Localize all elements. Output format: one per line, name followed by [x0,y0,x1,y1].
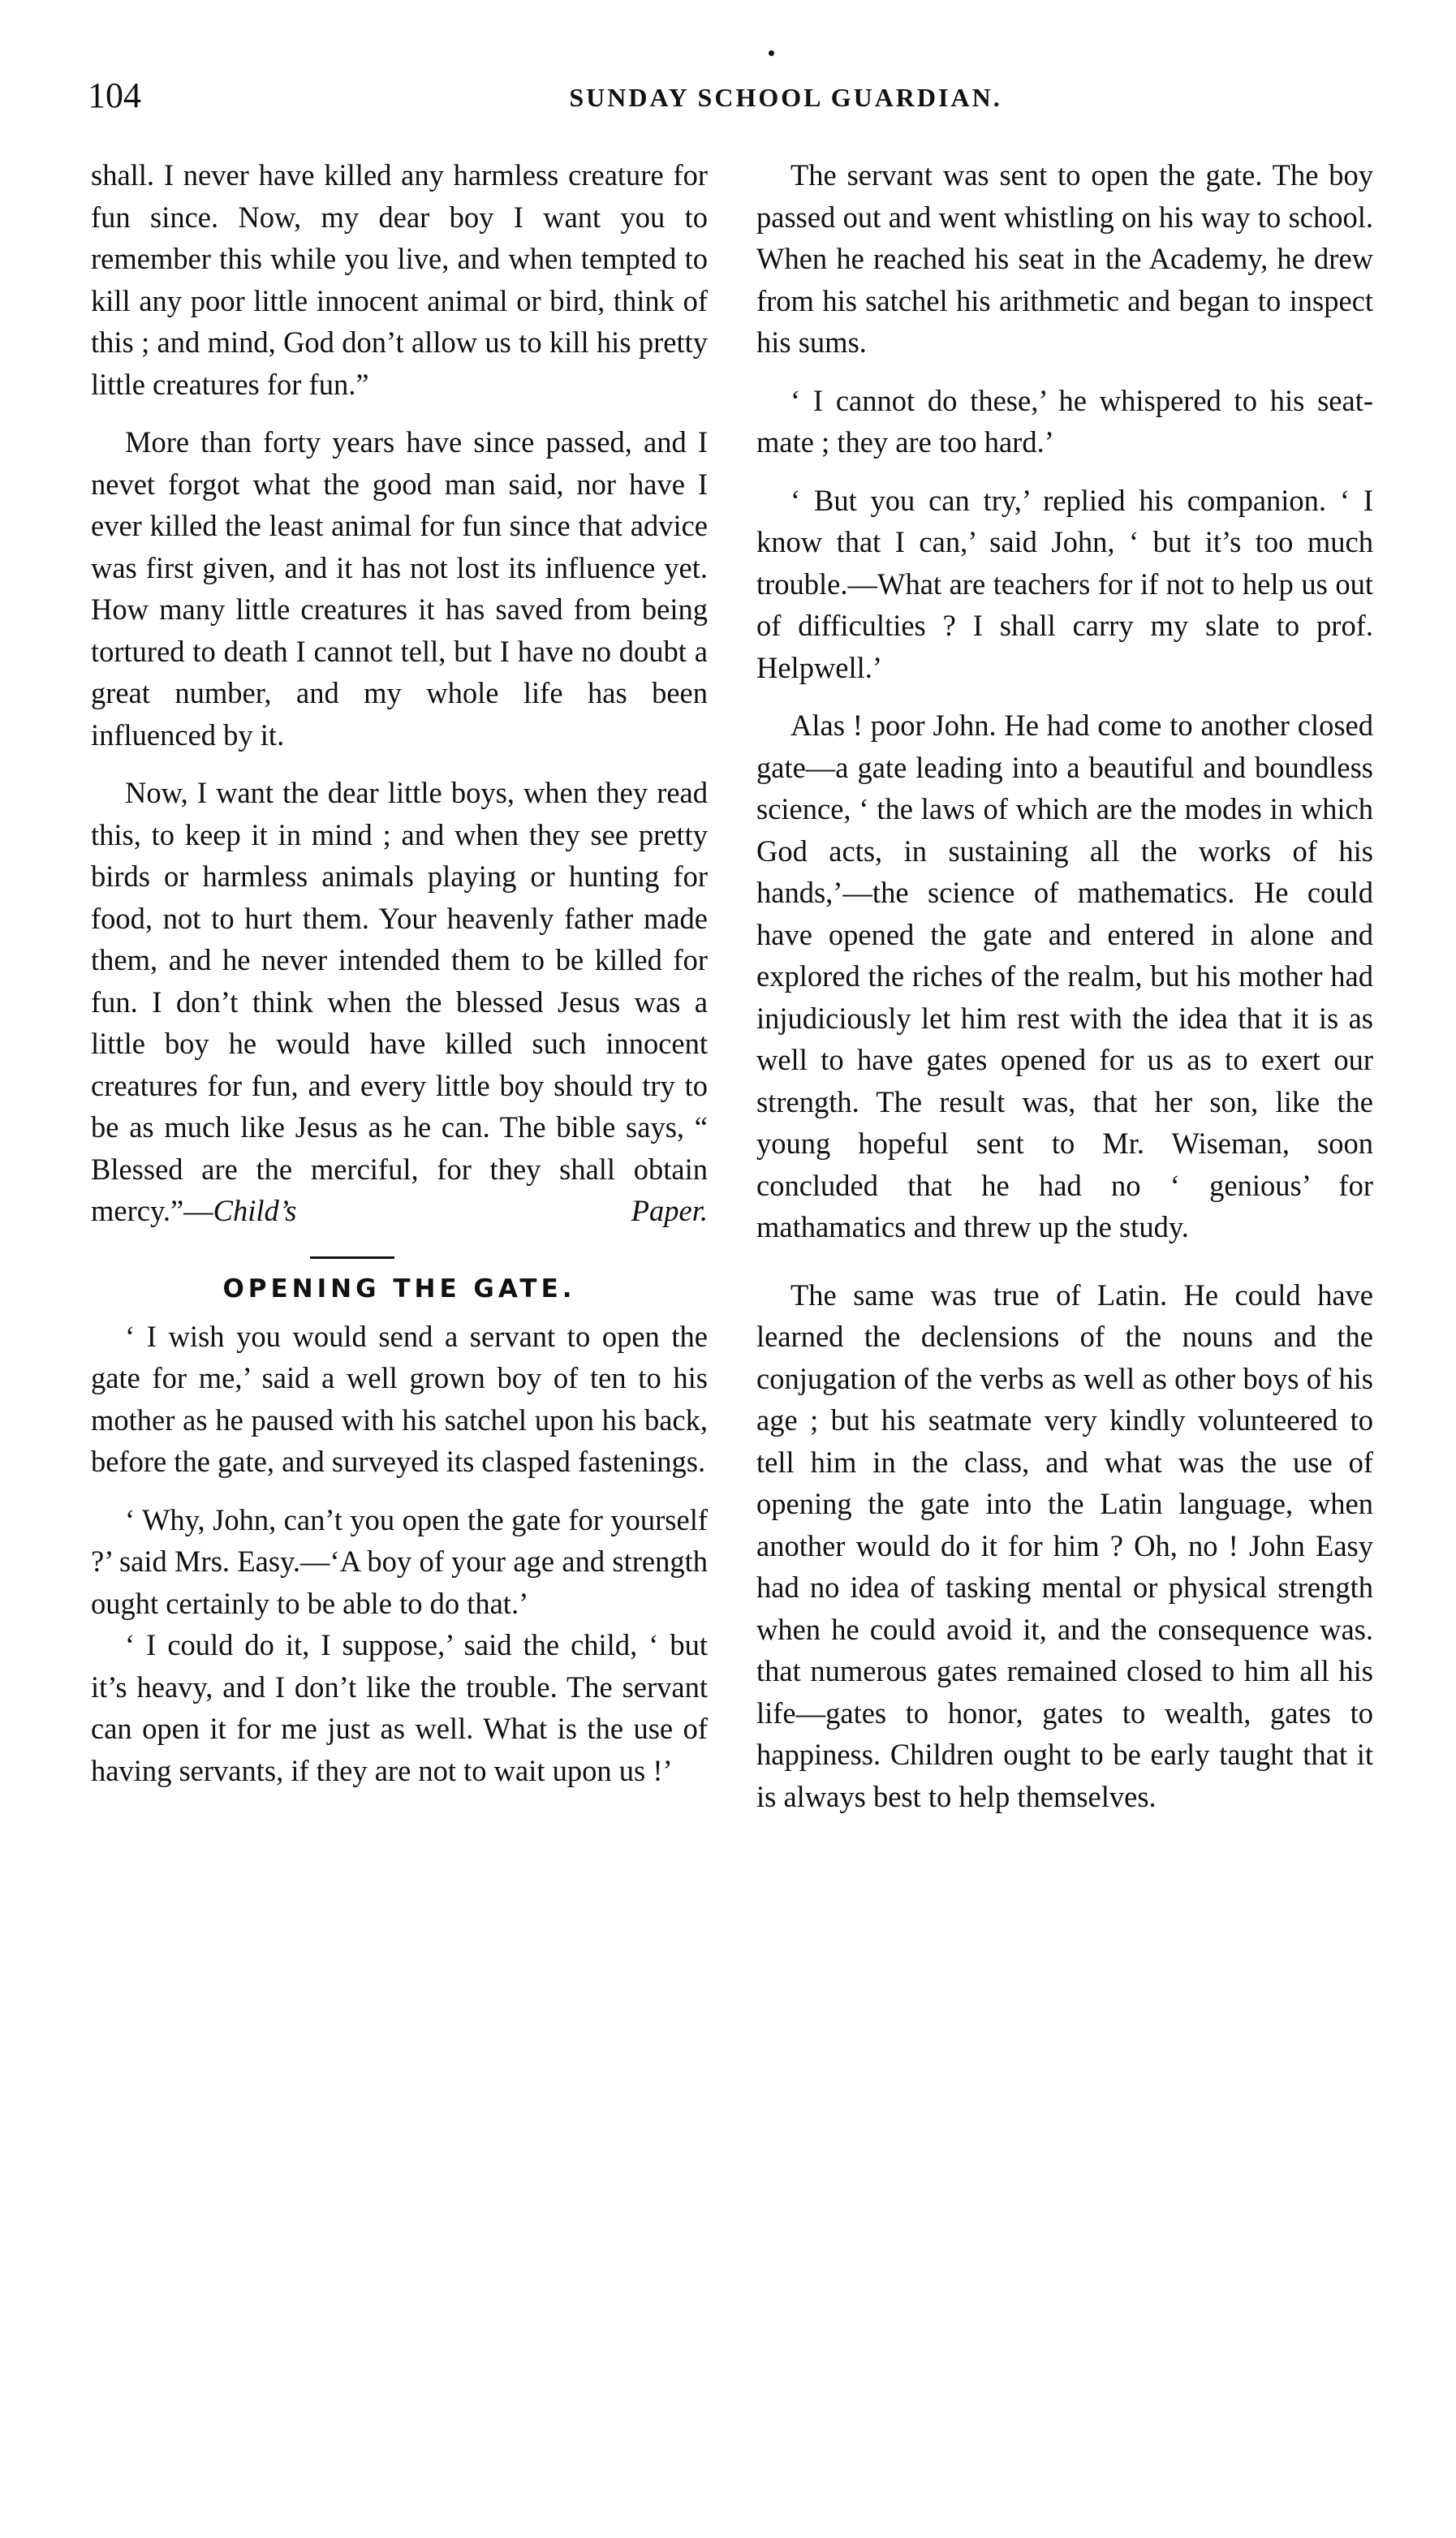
paragraph: shall. I never have killed any harmless creature for fun since. Now, my dear boy I want you to remember this while you live, and when tempted to kill any poor little innocent animal or bird, think of this ; and mind, God don’t allow us to kill his pretty little creatures for fun.” [91,158,708,401]
section-divider [310,1256,394,1259]
running-head: SUNDAY SCHOOL GUARDIAN. [569,83,1002,112]
right-column [756,154,1373,1817]
left-column [91,154,708,1791]
paragraph-text: Now, I want the dear little boys, when they read this, to keep it in mind ; and when they see pretty birds or harmless animals playing or hunting for food, not to hurt them. Your heavenly father made them, and he never intended them to be killed for fun. I don’t think when the blessed Jesus was a little boy he would have killed such innocent creatures for fun, and every little boy should try to be as much like Jesus as he can. The bible says, “ Blessed are the merciful, for they shall obtain mercy.”— [91,776,708,1227]
paragraph: The servant was sent to open the gate. The boy passed out and went whistling on his way to school. When he reached his seat in the Academy, he drew from his satchel his arithmetic and began to inspect his sums. [756,158,1373,359]
paragraph: ‘ I could do it, I suppose,’ said the child, ‘ but it’s heavy, and I don’t like the trouble. The servant can open it for me just as well. What is the use of having servants, if they are not to wait upon us !’ [91,1628,708,1787]
paragraph: ‘ Why, John, can’t you open the gate for yourself ?’ said Mrs. Easy.—‘A boy of your age and strength ought certainly to be able to do that.’ [91,1502,708,1620]
paragraph [91,772,708,1232]
page-number: 104 [88,75,141,115]
paragraph: Alas ! poor John. He had come to another closed gate—a gate leading into a beautiful and boundless science, ‘ the laws of which are the modes in which God acts, in sustaining all the works of his hands,’—the science of mathematics. He could have opened the gate and entered in alone and explored the riches of the realm, but his mother had injudiciously let him rest with the idea that it is as well to have gates opened for us as to exert our strength. The result was, that her son, like the young hopeful sent to Mr. Wiseman, soon concluded that he had no ‘ genious’ for mathamatics and threw up the study. [756,709,1373,1243]
paragraph: ‘ I wish you would send a servant to open the gate for me,’ said a well grown boy of ten to his mother as he paused with his satchel upon his back, before the gate, and surveyed its clasped fastenings. [91,1319,708,1478]
paragraph: ‘ But you can try,’ replied his companion. ‘ I know that I can,’ said John, ‘ but it’s too much trouble.—What are teachers for if not to help us out of difficulties ? I shall carry my slate to prof. Helpwell.’ [756,483,1373,684]
paragraph: More than forty years have since passed, and I nevet forgot what the good man said, nor have I ever killed the least animal for fun since that advice was first given, and it has not lost its influence yet. How many little creatures it has saved from being tortured to death I cannot tell, but I have no doubt a great number, and my whole life has been influenced by it. [91,425,708,752]
paragraph: ‘ I cannot do these,’ he whispered to his seat-mate ; they are too hard.’ [756,383,1373,459]
printer-dot [769,50,774,56]
paragraph: The same was true of Latin. He could have learned the declensions of the nouns and the conjugation of the verbs as well as other boys of his age ; but his seatmate very kindly volunteered to tell him in the class, and what was the use of opening the gate into the Latin language, when another would do it for him ? Oh, no ! John Easy had no idea of tasking mental or physical strength when he could avoid it, and the consequence was. that numerous gates remained closed to him all his life—gates to honor, gates to wealth, gates to happiness. Children ought to be early taught that it is always best to help themselves. [756,1278,1373,1813]
section-title: OPENING THE GATE. [222,1273,576,1303]
page-header [88,75,1378,123]
attribution: Child’s Paper. [213,1194,708,1227]
